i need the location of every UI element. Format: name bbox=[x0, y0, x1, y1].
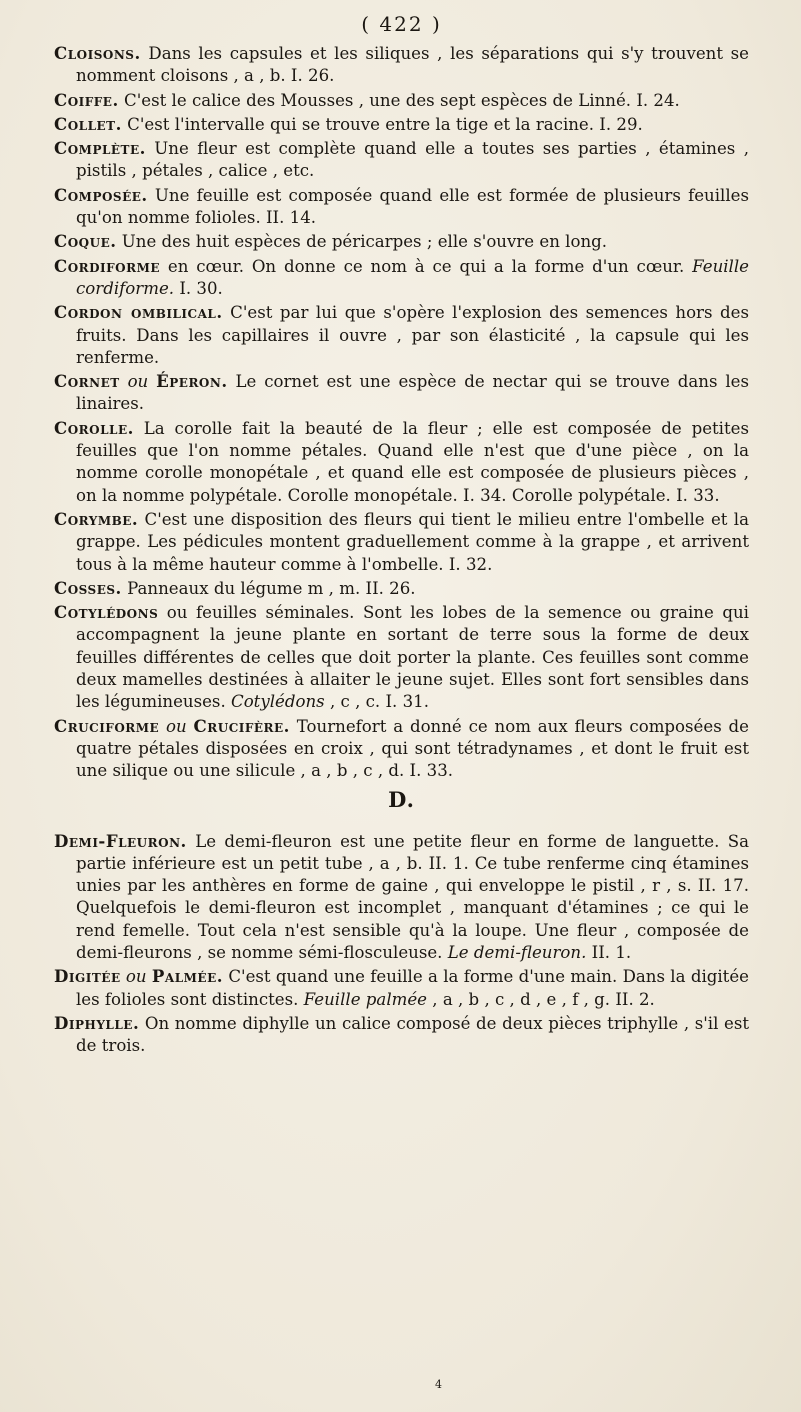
glossary-entry bbox=[54, 577, 749, 600]
entry-definition: C'est quand une feuille a la forme d'une main. Dans la digitée les folioles sont distinctes. bbox=[76, 967, 749, 1009]
entries-section-c bbox=[54, 42, 749, 783]
entry-term: Cornet bbox=[54, 371, 120, 392]
entry-term: Composée. bbox=[54, 184, 148, 205]
entry-term: Corymbe. bbox=[54, 508, 139, 529]
glossary-entry bbox=[54, 601, 749, 713]
entry-definition: On nomme diphylle un calice composé de deux pièces triphylle , s'il est de trois. bbox=[76, 1013, 749, 1056]
section-heading-d: D. bbox=[388, 786, 415, 812]
entry-reference: II. 1. bbox=[586, 942, 632, 962]
glossary-entry bbox=[54, 965, 749, 1011]
entry-reference: , a , b , c , d , e , f , g. II. 2. bbox=[427, 989, 655, 1009]
glossary-entry bbox=[54, 184, 749, 230]
entry-term: Complète. bbox=[54, 138, 146, 159]
entry-term: Demi-Fleuron. bbox=[54, 830, 187, 851]
entry-italic-example: Feuille cordiforme. bbox=[76, 256, 749, 298]
entry-definition: en cœur. On donne ce nom à ce qui a la forme d'un cœur. bbox=[160, 256, 693, 276]
glossary-entry bbox=[54, 715, 749, 783]
entry-definition: C'est le calice des Mousses , une des sept espèces de Linné. I. 24. bbox=[118, 90, 680, 110]
entry-definition: La corolle fait la beauté de la fleur ; elle est composée de petites feuilles que l'on nomme pétales. Quand elle n'est que d'une pièce , on la nomme corolle monopétale , et quand elle est composée de plusieurs pièces , on la nomme polypétale. Corolle monopétale. I. 34. Corolle polypétale. I. 33. bbox=[76, 418, 749, 505]
entry-definition: ou feuilles séminales. Sont les lobes de la semence ou graine qui accompagnent la jeune plante en sortant de terre sous la forme de deux feuilles différentes de celles que doit porter la plante. Ces feuilles sont comme deux mamelles destinées à allaiter le jeune sujet. Elles sont fort sensibles dans les légumineuses. bbox=[76, 603, 749, 712]
entry-term: Cordiforme bbox=[54, 255, 161, 276]
entry-term: Cloisons. bbox=[54, 43, 141, 63]
entry-term: Cruciforme bbox=[54, 715, 160, 736]
entry-reference: , c , c. I. 31. bbox=[324, 692, 429, 712]
entry-term: Cosses. bbox=[54, 577, 122, 598]
entry-italic-example: Le demi-fleuron. bbox=[447, 942, 587, 962]
glossary-entry bbox=[54, 830, 749, 965]
entry-conjunction: ou bbox=[119, 372, 157, 392]
entry-definition: C'est une disposition des fleurs qui tient le milieu entre l'ombelle et la grappe. Les pédicules montent graduellement comme à la grappe , et arrivent tous à la même hauteur comme à l'ombelle. I. 32. bbox=[76, 509, 749, 574]
entry-definition: Panneaux du légume m , m. II. 26. bbox=[121, 578, 416, 598]
entry-definition: C'est l'intervalle qui se trouve entre la tige et la racine. I. 29. bbox=[121, 114, 643, 134]
entry-term: Corolle. bbox=[54, 417, 134, 438]
entry-term-alt: Palmée. bbox=[151, 966, 224, 987]
entry-definition: Tournefort a donné ce nom aux fleurs composées de quatre pétales disposées en croix , qui sont tétradynames , et dont le fruit est une silique ou une silicule , a , b , c , d. I. 33. bbox=[76, 716, 749, 781]
glossary-entry bbox=[54, 42, 749, 88]
entry-definition: Le cornet est une espèce de nectar qui se trouve dans les linaires. bbox=[76, 372, 749, 414]
entry-term: Coque. bbox=[54, 231, 117, 252]
entry-definition: Dans les capsules et les siliques , les séparations qui s'y trouvent se nomment cloisons , a , b. I. 26. bbox=[76, 44, 749, 86]
entry-conjunction: ou bbox=[159, 716, 194, 736]
entry-term: Cotylédons bbox=[54, 602, 159, 623]
page-number-header: ( 422 ) bbox=[361, 12, 442, 36]
entry-definition: Une fleur est complète quand elle a toutes ses parties , étamines , pistils , pétales , calice , etc. bbox=[76, 139, 749, 181]
glossary-entry bbox=[54, 417, 749, 507]
entry-term-alt: Crucifère. bbox=[193, 715, 290, 736]
entries-section-d bbox=[54, 830, 749, 1058]
glossary-entry bbox=[54, 89, 749, 112]
entry-term: Coiffe. bbox=[54, 89, 119, 110]
printer-signature-mark: 4 bbox=[435, 1378, 442, 1391]
entry-term: Digitée bbox=[54, 966, 121, 987]
entry-term: Cordon ombilical. bbox=[54, 302, 223, 323]
glossary-entry bbox=[54, 230, 749, 253]
glossary-entry bbox=[54, 137, 749, 183]
entry-term: Collet. bbox=[54, 113, 122, 134]
entry-term-alt: Éperon. bbox=[156, 371, 228, 392]
entry-reference: I. 30. bbox=[174, 278, 223, 298]
entry-italic-example: Feuille palmée bbox=[303, 989, 427, 1009]
glossary-entry bbox=[54, 113, 749, 136]
entry-definition: Une feuille est composée quand elle est formée de plusieurs feuilles qu'on nomme folioles. II. 14. bbox=[76, 185, 749, 228]
entry-definition: Le demi-fleuron est une petite fleur en forme de languette. Sa partie inférieure est un petit tube , a , b. II. 1. Ce tube renferme cinq étamines unies par les anthères en forme de gaine , qui enveloppe le pistil , r , s. II. 17. Quelquefois le demi-fleuron est incomplet , manquant d'étamines ; ce qui le rend femelle. Tout cela n'est sensible qu'à la loupe. Une fleur , composée de demi-fleurons , se nomme sémi-flosculeuse. bbox=[76, 831, 749, 962]
glossary-entry bbox=[54, 1012, 749, 1058]
glossary-entry bbox=[54, 255, 749, 301]
glossary-entry bbox=[54, 370, 749, 416]
glossary-entry bbox=[54, 508, 749, 576]
entry-conjunction: ou bbox=[120, 967, 152, 987]
entry-italic-example: Cotylédons bbox=[231, 692, 325, 712]
entry-definition: Une des huit espèces de péricarpes ; elle s'ouvre en long. bbox=[116, 232, 608, 252]
entry-definition: C'est par lui que s'opère l'explosion des semences hors des fruits. Dans les capillaires il ouvre , par son élasticité , la capsule qui les renferme. bbox=[76, 303, 749, 367]
glossary-entry bbox=[54, 301, 749, 369]
entry-term: Diphylle. bbox=[54, 1012, 140, 1033]
